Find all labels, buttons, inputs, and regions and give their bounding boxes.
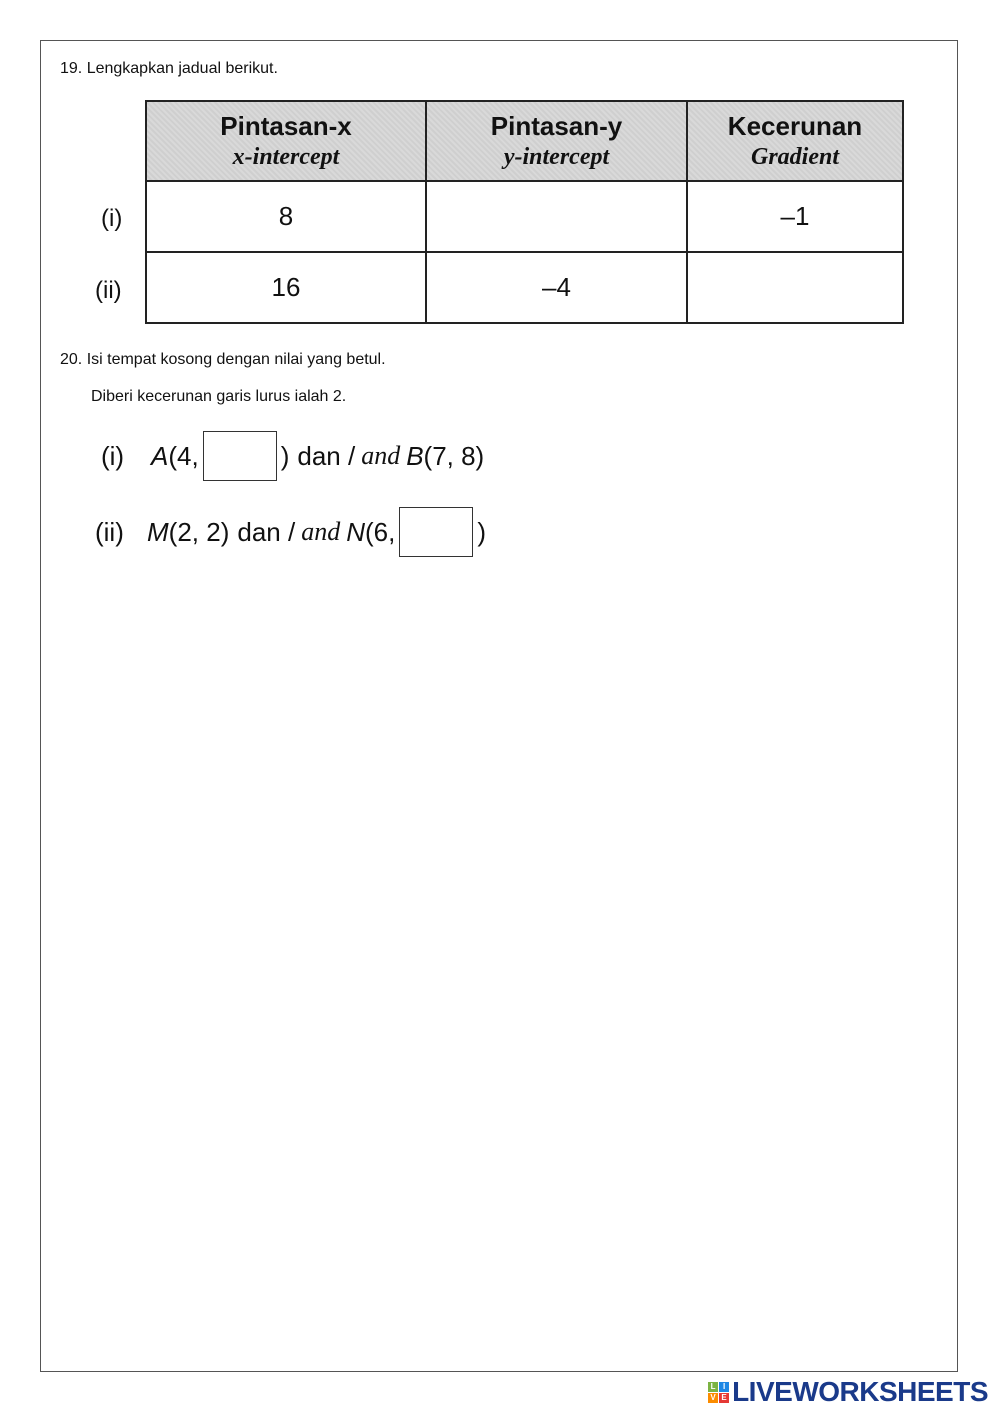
liveworksheets-brand xyxy=(708,1376,988,1408)
header-y-intercept-en: y-intercept xyxy=(503,144,610,170)
row-label-ii: (ii) xyxy=(95,277,122,304)
header-y-intercept xyxy=(426,101,687,181)
row1-y-intercept-answer[interactable] xyxy=(426,181,687,252)
point-a-close: ) xyxy=(280,440,290,471)
point-n-close: ) xyxy=(477,516,486,547)
table-header-row xyxy=(146,101,903,181)
row2-y-intercept: –4 xyxy=(426,252,687,323)
row-label-i: (i) xyxy=(101,205,123,232)
point-b-coords: (7, 8) xyxy=(423,440,485,471)
logo-letter-l: L xyxy=(708,1382,718,1392)
table-row xyxy=(146,181,903,252)
header-x-intercept-ms: Pintasan-x xyxy=(220,111,352,141)
dan-label: dan / xyxy=(237,516,296,547)
table-row xyxy=(146,252,903,323)
liveworksheets-logo-icon xyxy=(708,1382,729,1403)
header-y-intercept-ms: Pintasan-y xyxy=(490,111,623,141)
question-20-given: Diberi kecerunan garis lurus ialah 2. xyxy=(91,388,347,405)
and-label: and xyxy=(301,517,341,546)
dan-label: dan / xyxy=(297,440,356,471)
logo-letter-i: I xyxy=(719,1382,729,1392)
point-m-name: M xyxy=(147,516,169,547)
point-a-name: A xyxy=(151,440,169,471)
part-ii-label: (ii) xyxy=(95,516,124,547)
header-x-intercept xyxy=(146,101,426,181)
part-ii xyxy=(95,506,486,558)
header-x-intercept-en: x-intercept xyxy=(232,144,340,170)
row2-x-intercept: 16 xyxy=(146,252,426,323)
header-gradient xyxy=(687,101,903,181)
intercept-gradient-table xyxy=(145,100,904,324)
and-label: and xyxy=(361,441,401,470)
header-gradient-en: Gradient xyxy=(750,144,839,170)
logo-letter-v: V xyxy=(708,1393,718,1403)
question-20-text: 20. Isi tempat kosong dengan nilai yang betul. xyxy=(60,351,386,368)
row1-x-intercept: 8 xyxy=(146,181,426,252)
point-n-open: (6, xyxy=(364,516,396,547)
brand-name: LIVEWORKSHEETS xyxy=(732,1376,988,1407)
question-19-text: 19. Lengkapkan jadual berikut. xyxy=(60,60,278,77)
part-i xyxy=(101,430,484,482)
point-b-name: B xyxy=(406,440,424,471)
row1-gradient: –1 xyxy=(687,181,903,252)
point-n-name: N xyxy=(346,516,365,547)
part-i-label: (i) xyxy=(101,440,125,471)
point-a-open: (4, xyxy=(168,440,199,471)
header-gradient-ms: Kecerunan xyxy=(727,111,863,141)
row2-gradient-answer[interactable] xyxy=(687,252,903,323)
point-n-y-answer-box[interactable] xyxy=(399,507,473,557)
point-a-y-answer-box[interactable] xyxy=(203,431,277,481)
point-m-coords: (2, 2) xyxy=(168,516,230,547)
logo-letter-e: E xyxy=(719,1393,729,1403)
